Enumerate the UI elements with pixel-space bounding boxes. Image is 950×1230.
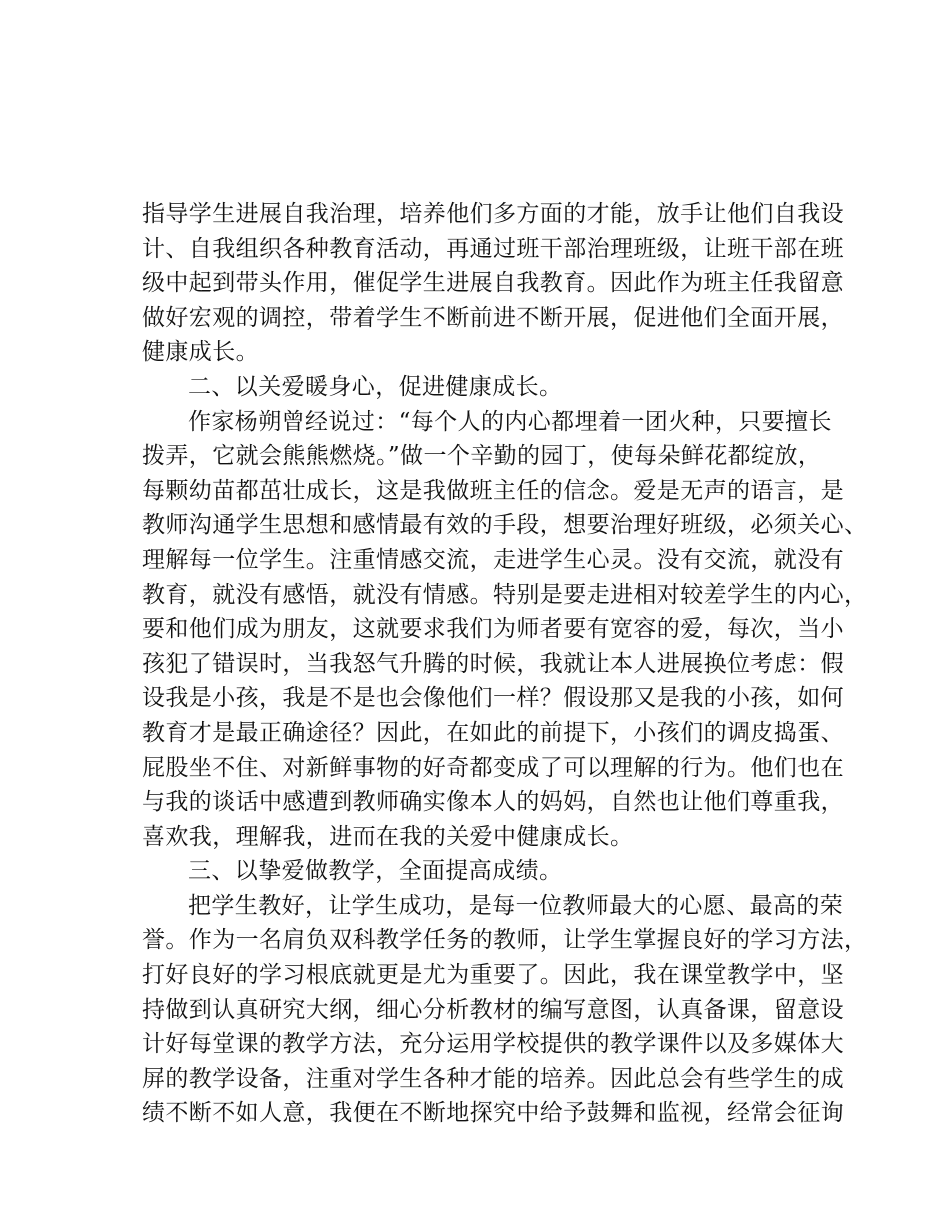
text-line: 健康成长。: [142, 339, 259, 366]
text-line: 喜欢我，理解我，进而在我的关爱中健康成长。: [142, 823, 634, 850]
paragraph-start-line: 二、以关爱暖身心，促进健康成长。: [188, 373, 563, 400]
text-line: 与我的谈话中感遭到教师确实像本人的妈妈，自然也让他们尊重我，: [142, 789, 844, 816]
text-line: 持做到认真研究大纲，细心分析教材的编写意图，认真备课，留意设: [142, 996, 844, 1023]
text-line: 计好每堂课的教学方法，充分运用学校提供的教学课件以及多媒体大: [142, 1031, 844, 1058]
text-line: 屁股坐不住、对新鲜事物的好奇都变成了可以理解的行为。他们也在: [142, 754, 844, 781]
text-line: 计、自我组织各种教育活动，再通过班干部治理班级，让班干部在班: [142, 235, 844, 262]
text-line: 级中起到带头作用，催促学生进展自我教育。因此作为班主任我留意: [142, 270, 844, 297]
document-body: [142, 197, 868, 1131]
text-line: 打好良好的学习根底就更是尤为重要了。因此，我在课堂教学中，坚: [142, 962, 844, 989]
text-line: 理解每一位学生。注重情感交流，走进学生心灵。没有交流，就没有: [142, 546, 844, 573]
paragraph-start-line: 三、以挚爱做教学，全面提高成绩。: [188, 858, 563, 885]
text-line: 做好宏观的调控，带着学生不断前进不断开展，促进他们全面开展，: [142, 304, 844, 331]
text-line: 教育才是最正确途径？因此，在如此的前提下，小孩们的调皮捣蛋、: [142, 719, 844, 746]
text-line: 每颗幼苗都茁壮成长，这是我做班主任的信念。爱是无声的语言，是: [142, 477, 844, 504]
paragraph-start-line: 把学生教好，让学生成功，是每一位教师最大的心愿、最高的荣: [188, 892, 844, 919]
text-line: 屏的教学设备，注重对学生各种才能的培养。因此总会有些学生的成: [142, 1065, 844, 1092]
text-line: 誉。作为一名肩负双科教学任务的教师，让学生掌握良好的学习方法，: [142, 927, 868, 954]
text-line: 要和他们成为朋友，这就要求我们为师者要有宽容的爱，每次，当小: [142, 616, 844, 643]
text-line: 绩不断不如人意，我便在不断地探究中给予鼓舞和监视，经常会征询: [142, 1100, 844, 1127]
text-line: 指导学生进展自我治理，培养他们多方面的才能，放手让他们自我设: [142, 201, 844, 227]
text-line: 孩犯了错误时，当我怒气升腾的时候，我就让本人进展换位考虑：假: [142, 650, 844, 677]
text-line: 教育，就没有感悟，就没有情感。特别是要走进相对较差学生的内心，: [142, 581, 868, 608]
paragraph-start-line: 作家杨朔曾经说过：“每个人的内心都埋着一团火种，只要擅长: [188, 408, 832, 435]
text-line: 教师沟通学生思想和感情最有效的手段，想要治理好班级，必须关心、: [142, 512, 868, 539]
text-line: 拨弄，它就会熊熊燃烧。”做一个辛勤的园丁，使每朵鲜花都绽放，: [142, 443, 822, 470]
text-line: 设我是小孩，我是不是也会像他们一样？假设那又是我的小孩，如何: [142, 685, 844, 712]
